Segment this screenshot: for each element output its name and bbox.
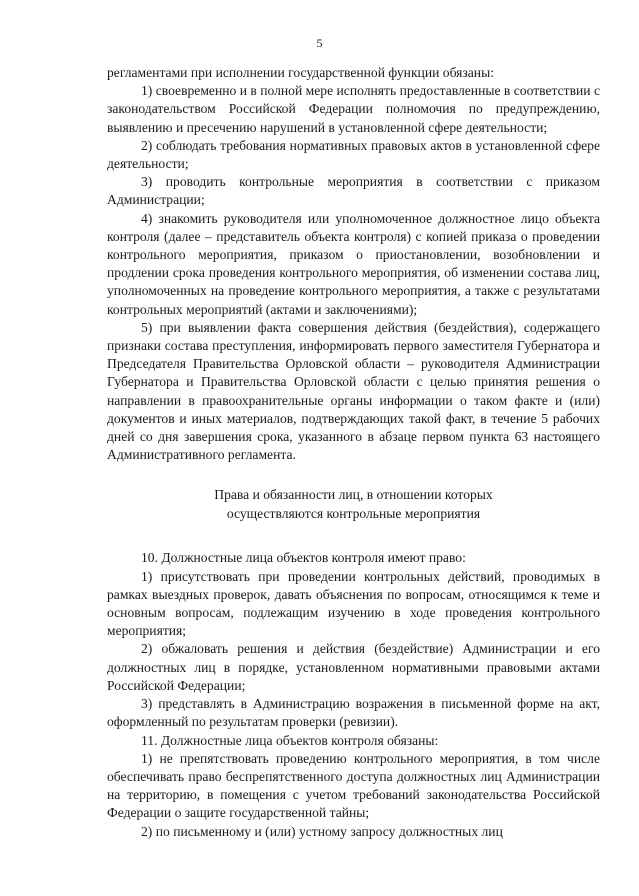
- right-item-2: 2) обжаловать решения и действия (бездействие) Администрации и его должностных лиц в порядке, установленном нормативными правовыми актами Российской Федерации;: [107, 641, 600, 693]
- duty-item-3: 3) проводить контрольные мероприятия в соответствии с приказом Администрации;: [107, 174, 600, 208]
- intro-paragraph: регламентами при исполнении государственной функции обязаны:: [107, 65, 494, 80]
- section-heading-line-1: Права и обязанности лиц, в отношении которых: [214, 487, 493, 503]
- document-body: [107, 64, 600, 841]
- section-heading: [107, 486, 600, 523]
- duty-item-5: 5) при выявлении факта совершения действия (бездействия), содержащего признаки состава преступления, информировать первого заместителя Губернатора и Председателя Правительства Орловской области – руководителя Администрации Губернатора и Правительства Орловской области с целью принятия решения о направлении в правоохранительные органы информации о таком факте и (или) документов и иных материалов, подтверждающих такой факт, в течение 5 рабочих дней со дня завершения срока, указанного в абзаце первом пункта 63 настоящего Административного регламента.: [107, 319, 600, 463]
- rights-intro: 10. Должностные лица объектов контроля имеют право:: [141, 550, 466, 566]
- obligation-item-1: 1) не препятствовать проведению контрольного мероприятия, в том числе обеспечивать право беспрепятственного доступа должностных лиц Администрации на территорию, в помещения с учетом требований законодательства Российской Федерации о защите государственной тайны;: [107, 750, 600, 821]
- duty-item-2: 2) соблюдать требования нормативных правовых актов в установленной сфере деятельности;: [107, 137, 600, 172]
- right-item-3: 3) представлять в Администрацию возражения в письменной форме на акт, оформленный по результатам проверки (ревизии).: [107, 696, 600, 730]
- page-number: 5: [316, 36, 323, 50]
- duty-item-4: 4) знакомить руководителя или уполномоченное должностное лицо объекта контроля (далее – представитель объекта контроля) с копией приказа о проведении контрольного мероприятия, приказом о приостановлении, возобновлении и продлении срока проведения контрольного мероприятия, об изменении состава лиц, уполномоченных на проведение контрольного мероприятия, а также с результатами контрольных мероприятий (актами и заключениями);: [107, 210, 600, 317]
- right-item-1: 1) присутствовать при проведении контрольных действий, проводимых в рамках выездных проверок, давать объяснения по вопросам, относящимся к теме и основным вопросам, подлежащим изучению в ходе проведения контрольного мероприятия;: [107, 568, 600, 639]
- obligation-item-2: 2) по письменному и (или) устному запросу должностных лиц: [141, 823, 503, 839]
- obligations-intro: 11. Должностные лица объектов контроля обязаны:: [141, 732, 439, 748]
- section-heading-line-2: осуществляются контрольные мероприятия: [226, 505, 481, 521]
- duty-item-1: 1) своевременно и в полной мере исполнять предоставленные в соответствии с законодательством Российской Федерации полномочия по предупреждению, выявлению и пресечению нарушений в установленной сфере деятельности;: [107, 83, 600, 135]
